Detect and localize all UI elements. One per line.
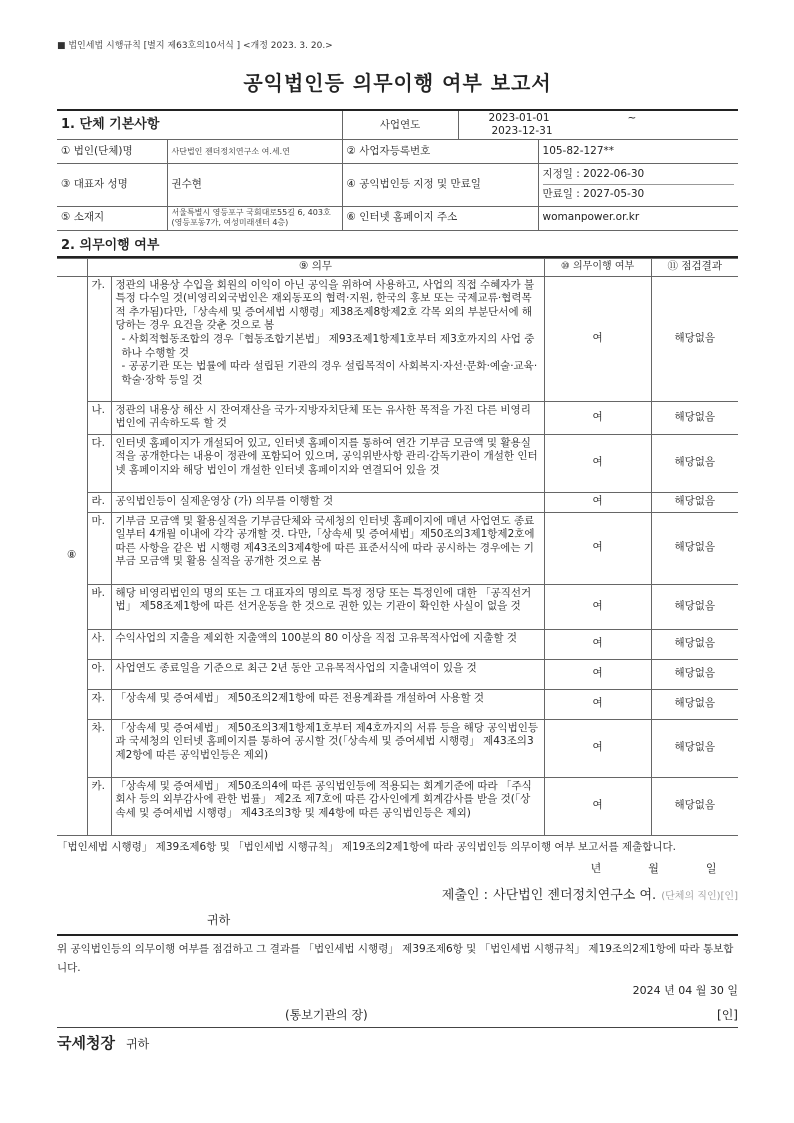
divider bbox=[57, 1027, 738, 1028]
item-done: 여 bbox=[544, 659, 651, 689]
rep-label: ③ 대표자 성명 bbox=[57, 164, 167, 206]
table-row bbox=[57, 584, 738, 629]
seal-note: (단체의 직인)[인] bbox=[661, 891, 738, 903]
obligations-table bbox=[57, 258, 738, 836]
col-done-header: ⑩ 의무이행 여부 bbox=[544, 258, 651, 276]
col-duty-header: ⑨ 의무 bbox=[87, 258, 544, 276]
item-result: 해당없음 bbox=[651, 689, 738, 719]
item-letter: 자. bbox=[87, 689, 111, 719]
basic-info-table bbox=[57, 109, 738, 231]
item-result: 해당없음 bbox=[651, 276, 738, 401]
item-text: 「상속세 및 증여세법」 제50조의4에 따른 공익법인등에 적용되는 회계기준에 따라 「주식회사 등의 외부감사에 관한 법률」 제2조 제7호에 따른 감사인에게 회계감사를 받을 것(「상속세 및 증여세법 시행령」 제43조의3항 및 제4항에 따른 공익법인등은 제외) bbox=[111, 777, 544, 835]
notice-statement: 위 공익법인등의 의무이행 여부를 점검하고 그 결과를 「법인세법 시행령」 제39조제6항 및 「법인세법 시행규칙」 제19조의2제1항에 따라 통보합니다. bbox=[57, 943, 734, 975]
item-result: 해당없음 bbox=[651, 659, 738, 689]
homepage-label: ⑥ 인터넷 홈페이지 주소 bbox=[342, 206, 538, 230]
item-result: 해당없음 bbox=[651, 401, 738, 434]
fiscal-tilde: ~ bbox=[627, 112, 637, 124]
item-text: 기부금 모금액 및 활용실적을 기부금단체와 국세청의 인터넷 홈페이지에 매년 사업연도 종료일부터 4개월 이내에 각각 공개할 것. 다만,「상속세 및 증여세법」제50조의3제1항제2호에 따른 사항을 같은 법 시행령 제43조의3제4항에 따른 표준서식에 따라 공시하는 경우에는 기부금 모금액 및 활용 실적을 공개한 것으로 봄 bbox=[111, 512, 544, 584]
item-letter: 나. bbox=[87, 401, 111, 434]
address-value: 서울특별시 영등포구 국회대로55길 6, 403호(영등포동7가, 여성미래센터 4층) bbox=[167, 206, 342, 230]
item-letter: 마. bbox=[87, 512, 111, 584]
address-label: ⑤ 소재지 bbox=[57, 206, 167, 230]
notice-date: 2024 년 04 월 30 일 bbox=[632, 984, 738, 998]
item-done: 여 bbox=[544, 492, 651, 512]
item-text bbox=[111, 276, 544, 401]
item-letter: 차. bbox=[87, 719, 111, 777]
item-done: 여 bbox=[544, 629, 651, 659]
item-result: 해당없음 bbox=[651, 777, 738, 835]
item-text: 수익사업의 지출을 제외한 지출액의 100분의 80 이상을 직접 고유목적사업에 지출할 것 bbox=[111, 629, 544, 659]
item-result: 해당없음 bbox=[651, 629, 738, 659]
designation-dates bbox=[538, 164, 738, 206]
table-row bbox=[57, 689, 738, 719]
item-letter: 사. bbox=[87, 629, 111, 659]
expiry-date: 만료일 : 2027-05-30 bbox=[542, 188, 645, 201]
submission-date bbox=[57, 860, 738, 876]
item-text: 해당 비영리법인의 명의 또는 그 대표자의 명의로 특정 정당 또는 특정인에 대한 「공직선거법」 제58조제1항에 따른 선거운동을 한 것으로 권한 있는 기관이 확인한 사실이 없을 것 bbox=[111, 584, 544, 629]
fiscal-period bbox=[458, 110, 738, 140]
agency-seal: [인] bbox=[717, 1008, 738, 1023]
date-day: 일 bbox=[705, 862, 717, 876]
item-text: 「상속세 및 증여세법」 제50조의2제1항에 따른 전용계좌를 개설하여 사용할 것 bbox=[111, 689, 544, 719]
submitter-line bbox=[57, 884, 738, 903]
designation-date: 지정일 : 2022-06-30 bbox=[543, 165, 735, 185]
org-name-label: ① 법인(단체)명 bbox=[57, 140, 167, 164]
item-done: 여 bbox=[544, 276, 651, 401]
section1-title: 1. 단체 기본사항 bbox=[57, 110, 342, 140]
item-done: 여 bbox=[544, 434, 651, 492]
table-row bbox=[57, 629, 738, 659]
item-done: 여 bbox=[544, 512, 651, 584]
table-row bbox=[57, 659, 738, 689]
item-text-main: 정관의 내용상 수입을 회원의 이익이 아닌 공익을 위하여 사용하고, 사업의 직접 수혜자가 불특정 다수일 것(비영리외국법인은 재외동포의 협력·지원, 한국의 홍보 또는 국제교류·협력목적 추가됨)다만,「상속세 및 증여세법 시행령」제38조제8항제2호 각목 외의 부분단서에 해당하는 경우 요건을 갖춘 것으로 봄 bbox=[115, 278, 535, 332]
homepage-value: womanpower.or.kr bbox=[538, 206, 738, 230]
submitter-label: 제출인 : bbox=[441, 888, 488, 904]
table-row bbox=[57, 276, 738, 401]
item-letter: 라. bbox=[87, 492, 111, 512]
item-result: 해당없음 bbox=[651, 492, 738, 512]
item-text: 사업연도 종료일을 기준으로 최근 2년 동안 고유목적사업의 지출내역이 있을 것 bbox=[111, 659, 544, 689]
item-result: 해당없음 bbox=[651, 434, 738, 492]
date-year: 년 bbox=[590, 862, 602, 876]
rep-value: 권수현 bbox=[167, 164, 342, 206]
form-header-note: ■ 법인세법 시행규칙 [별지 제63호의10서식 ] <개정 2023. 3. 20.> bbox=[57, 41, 333, 51]
submission-statement: 「법인세법 시행령」 제39조제6항 및 「법인세법 시행규칙」 제19조의2제1항에 따라 공익법인등 의무이행 여부 보고서를 제출합니다. bbox=[57, 840, 677, 853]
item-done: 여 bbox=[544, 689, 651, 719]
item-letter: 가. bbox=[87, 276, 111, 401]
row-label: ⑧ bbox=[57, 276, 87, 835]
item-done: 여 bbox=[544, 401, 651, 434]
table-row bbox=[57, 401, 738, 434]
notice-agency-line bbox=[57, 1006, 738, 1023]
item-done: 여 bbox=[544, 777, 651, 835]
form-page bbox=[57, 38, 738, 1053]
fiscal-start: 2023-01-01 bbox=[488, 112, 550, 124]
item-text: 「상속세 및 증여세법」 제50조의3제1항제1호부터 제4호까지의 서류 등을 해당 공익법인등과 국세청의 인터넷 홈페이지를 통하여 공시할 것(「상속세 및 증여세법 시행령」 제43조의3제2항에 따른 공익법인등은 제외) bbox=[111, 719, 544, 777]
divider bbox=[57, 934, 738, 936]
col-result-header: ⑪ 점검결과 bbox=[651, 258, 738, 276]
item-letter: 아. bbox=[87, 659, 111, 689]
bizno-value: 105-82-127** bbox=[538, 140, 738, 164]
fiscal-year-label: 사업연도 bbox=[342, 110, 458, 140]
item-text: 공익법인등이 실제운영상 (가) 의무를 이행할 것 bbox=[111, 492, 544, 512]
fiscal-end: 2023-12-31 bbox=[491, 125, 553, 138]
org-name-value: 사단법인 젠더정치연구소 여.세.연 bbox=[167, 140, 342, 164]
recipient-name: 국세청장 bbox=[57, 1034, 115, 1053]
table-row bbox=[57, 512, 738, 584]
item-letter: 다. bbox=[87, 434, 111, 492]
item-letter: 카. bbox=[87, 777, 111, 835]
item-text-sub: - 공공기관 또는 법률에 따라 설립된 기관의 경우 설립목적이 사회복지·자선·문화·예술·교육·학술·장학 등일 것 bbox=[121, 360, 538, 386]
item-result: 해당없음 bbox=[651, 512, 738, 584]
submitter-name: 사단법인 젠더정치연구소 여. bbox=[493, 888, 657, 904]
recipient-suffix: 귀하 bbox=[126, 1037, 150, 1052]
designation-label: ④ 공익법인등 지정 및 만료일 bbox=[342, 164, 538, 206]
table-row bbox=[57, 777, 738, 835]
item-text-sub: - 사회적협동조합의 경우「협동조합기본법」 제93조제1항제1호부터 제3호까지의 사업 중 하나 수행할 것 bbox=[121, 333, 535, 359]
item-text: 정관의 내용상 해산 시 잔여재산을 국가·지방자치단체 또는 유사한 목적을 가진 다른 비영리법인에 귀속하도록 할 것 bbox=[111, 401, 544, 434]
item-text: 인터넷 홈페이지가 개설되어 있고, 인터넷 홈페이지를 통하여 연간 기부금 모금액 및 활용실적을 공개한다는 내용이 정관에 포함되어 있으며, 공익위반사항 관리·감독기관이 개설한 인터넷 홈페이지와 해당 법인이 개설한 인터넷 홈페이지와 연결되어 있을 것 bbox=[111, 434, 544, 492]
section2-title: 2. 의무이행 여부 bbox=[57, 231, 738, 258]
item-result: 해당없음 bbox=[651, 719, 738, 777]
table-row bbox=[57, 434, 738, 492]
submission-addressee: 귀하 bbox=[207, 913, 231, 928]
table-row bbox=[57, 719, 738, 777]
agency-head: (통보기관의 장) bbox=[285, 1008, 368, 1023]
item-done: 여 bbox=[544, 719, 651, 777]
document-title: 공익법인등 의무이행 여부 보고서 bbox=[243, 71, 552, 95]
date-month: 월 bbox=[648, 862, 659, 876]
bizno-label: ② 사업자등록번호 bbox=[342, 140, 538, 164]
item-result: 해당없음 bbox=[651, 584, 738, 629]
table-row bbox=[57, 492, 738, 512]
item-letter: 바. bbox=[87, 584, 111, 629]
notice-recipient-line bbox=[57, 1032, 738, 1053]
item-done: 여 bbox=[544, 584, 651, 629]
